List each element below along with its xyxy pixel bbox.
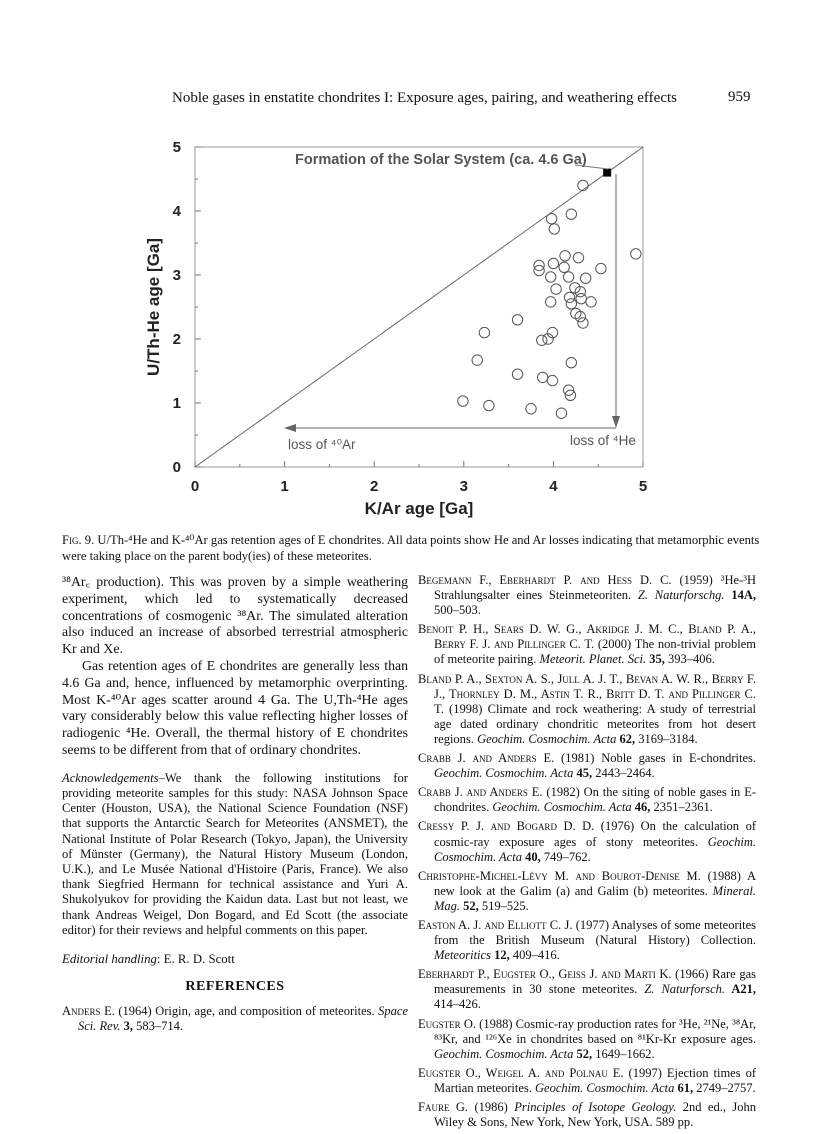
reference-authors: Bland P. A., Sexton A. S., Jull A. J. T., Bevan A. W. R., Berry F. J., Thornley D. M., Astin T. R., Britt D. T. and Pillinger C. T.: [418, 671, 756, 716]
reference-authors: Faure G.: [418, 1100, 469, 1114]
data-point: [551, 284, 561, 294]
reference-text: (1966) Rare gas measurements in 30 stone meteorites.: [434, 967, 756, 997]
reference-journal: Geochim. Cosmochim. Acta: [492, 800, 632, 815]
data-point: [472, 355, 482, 365]
reference-text: (1964) Origin, age, and composition of meteorites.: [114, 1004, 379, 1019]
reference-authors: Cressy P. J. and Bogard D. D.: [418, 819, 595, 834]
reference-journal: Geochim. Cosmochim. Acta: [535, 1080, 675, 1095]
reference-text: (1959) ³He-³H Strahlungsalter eines Steinmeteoriten.: [434, 573, 756, 603]
reference-entry: [418, 1066, 756, 1096]
loss-ar-label: loss of ⁴⁰Ar: [288, 437, 356, 452]
y-tick-label: 0: [172, 459, 181, 476]
figure-caption: [62, 532, 762, 564]
data-point: [512, 315, 522, 325]
reference-entry: [418, 819, 756, 864]
reference-entry: [418, 1017, 756, 1062]
reference-pages: 1649–1662.: [592, 1046, 655, 1061]
y-tick-label: 5: [172, 139, 181, 156]
data-point: [546, 297, 556, 307]
reference-entry: [418, 967, 756, 1012]
editorial-value: : E. R. D. Scott: [156, 951, 235, 966]
reference-journal: Geochim. Cosmochim. Acta: [434, 1046, 574, 1061]
x-tick-label: 0: [190, 478, 200, 495]
x-axis-label: K/Ar age [Ga]: [364, 499, 474, 518]
reference-journal: Z. Naturforschg.: [637, 588, 725, 603]
reference-volume: 46,: [631, 800, 651, 815]
reference-journal: Meteoritics: [434, 948, 491, 963]
reference-text: (1988) A new look at the Galim (a) and Galim (b) meteorites.: [434, 868, 757, 898]
reference-pages: 393–406.: [664, 652, 715, 667]
data-point: [559, 262, 569, 272]
data-point: [560, 251, 570, 261]
reference-authors: Christophe-Michel-Lévy M. and Bourot-Denise M.: [418, 868, 701, 883]
data-point: [578, 180, 588, 190]
reference-pages: 414–426.: [434, 997, 481, 1012]
running-title: Noble gases in enstatite chondrites I: Exposure ages, pairing, and weathering effects: [172, 90, 677, 106]
reference-entry: [418, 672, 756, 747]
reference-text: (1988) Cosmic-ray production rates for ³He, ²¹Ne, ³⁸Ar, ⁸³Kr, and ¹²⁶Xe in chondrites based on ⁸¹Kr-Kr exposure ages.: [434, 1016, 756, 1046]
reference-volume: 14A,: [724, 588, 756, 603]
loss-he-label: loss of ⁴He: [570, 433, 636, 448]
data-point: [549, 224, 559, 234]
editorial-label: Editorial handling: [62, 951, 157, 966]
data-point: [556, 408, 566, 418]
reference-journal: Geochim. Cosmochim. Acta: [434, 766, 574, 781]
reference-pages: 3169–3184.: [635, 731, 698, 746]
x-tick-label: 4: [549, 478, 558, 495]
caption-text: U/Th-⁴He and K-⁴⁰Ar gas retention ages of E chondrites. All data points show He and Ar losses indicating that metamorphic events were taking place on the parent body(ies) of these meteorites.: [62, 533, 760, 563]
page-number: 959: [728, 89, 751, 105]
he-loss-arrowhead: [612, 416, 620, 428]
reference-authors: Benoit P. H., Sears D. W. G., Akridge J. M. C., Bland P. A., Berry F. J. and Pillinger C. T.: [418, 622, 756, 652]
reference-entry: [418, 918, 756, 963]
reference-authors: Eberhardt P., Eugster O., Geiss J. and Marti K.: [418, 967, 672, 982]
reference-journal: Meteorit. Planet. Sci.: [539, 652, 647, 667]
x-tick-label: 2: [370, 478, 379, 495]
reference-text: (1998) Climate and rock weathering: A study of terrestrial age dated ordinary chondritic meteorites from hot desert regions.: [434, 701, 756, 746]
reference-volume: 35,: [646, 652, 665, 667]
reference-journal: Z. Naturforsch.: [644, 982, 725, 997]
reference-authors: Eugster O.: [418, 1016, 476, 1031]
body-paragraph: Gas retention ages of E chondrites are generally less than 4.6 Ga and, hence, influenced by metamorphic overprinting. Most K-⁴⁰Ar ages scatter around 4 Ga. The U,Th-⁴He ages vary considerably below this value reflecting higher losses of radiogenic ⁴He. Overall, the thermal history of E chondrites seems to be different from that of ordinary chondrites.: [62, 657, 408, 757]
reference-journal: Mineral. Mag.: [434, 883, 756, 913]
reference-volume: A21,: [725, 982, 756, 997]
reference-pages: 2749–2757.: [693, 1080, 756, 1095]
editorial-handling: [62, 951, 408, 968]
reference-journal: Principles of Isotope Geology.: [514, 1100, 677, 1114]
acknowledgements-text: –We thank the following institutions for providing meteorite samples for this study: NASA Johnson Space Center (Houston, USA), the National Science Foundation (NSF) that supports the Antarctic Search for Meteorites (ANSMET), the National Institute of Polar Research (Tokyo, Japan), the University of Münster (Germany), the Natural History Museum (London, U.K.), and Le Musée National d'Histoire (Paris, France). We also thank Siegfried Hermann for technical assistance and Yuri A. Shukolyukov for providing the Kaidun data. Last but not least, we thank Andreas Weigel, Don Bogard, and Ed Scott (the associate editor) for their reviews and helpful comments on this paper.: [62, 770, 408, 937]
reference-pages: 2351–2361.: [650, 800, 713, 815]
left-column: [62, 574, 408, 1038]
data-point: [548, 258, 558, 268]
reference-text: (1976) On the calculation of cosmic-ray exposure ages of stony meteorites.: [434, 819, 756, 849]
reference-volume: 3,: [120, 1019, 133, 1034]
reference-entry: [418, 751, 756, 781]
data-point: [546, 213, 556, 223]
formation-annotation: Formation of the Solar System (ca. 4.6 Ga): [295, 152, 587, 168]
data-point: [576, 293, 586, 303]
reference-volume: 45,: [573, 766, 593, 781]
reference-list: [418, 573, 756, 1134]
reference-text: (1997) Ejection times of Martian meteorites.: [434, 1065, 756, 1095]
data-point: [526, 404, 536, 414]
data-point: [566, 357, 576, 367]
data-point: [580, 273, 590, 283]
caption-label: Fig. 9.: [62, 533, 95, 547]
figure-9-scatter-plot: [144, 130, 670, 530]
reference-entry: [62, 1004, 408, 1034]
reference-journal: Geochim. Cosmochim. Acta: [434, 834, 756, 864]
y-tick-label: 4: [172, 203, 181, 220]
reference-journal: Geochim. Cosmochim. Acta: [477, 731, 617, 746]
data-point: [484, 400, 494, 410]
y-tick-label: 2: [172, 331, 181, 348]
reference-text: (2000) The non-trivial problem of meteorite pairing.: [434, 637, 756, 667]
data-point: [573, 253, 583, 263]
reference-volume: 12,: [490, 948, 510, 963]
formation-marker: [603, 169, 611, 177]
reference-pages: 583–714.: [132, 1019, 183, 1034]
reference-volume: 62,: [616, 731, 636, 746]
data-point: [631, 249, 641, 259]
reference-text: (1986): [468, 1100, 515, 1114]
reference-authors: Anders E.: [62, 1004, 115, 1019]
data-point: [566, 299, 576, 309]
data-point: [512, 369, 522, 379]
reference-entry: [418, 1100, 756, 1130]
reference-pages: 409–416.: [509, 948, 560, 963]
reference-entry: [418, 869, 756, 914]
reference-text: (1981) Noble gases in E-chondrites.: [554, 751, 757, 766]
data-point: [537, 372, 547, 382]
y-tick-label: 3: [172, 267, 181, 284]
reference-authors: Begemann F., Eberhardt P. and Hess D. C.: [418, 573, 672, 587]
data-point: [596, 263, 606, 273]
data-point: [586, 297, 596, 307]
reference-pages: 519–525.: [478, 898, 529, 913]
reference-authors: Crabb J. and Anders E.: [418, 785, 543, 800]
reference-text: (1982) On the siting of noble gases in E-chondrites.: [434, 785, 756, 815]
body-paragraph: ³⁸Ar꜀ production). This was proven by a simple weathering experiment, which led to systematically decreased concentrations of cosmogenic ³⁸Ar. The simulated alteration also induced an increase of absorbed terrestrial atmospheric Kr and Xe.: [62, 574, 408, 657]
reference-pages: 749–762.: [540, 849, 591, 864]
reference-entry: [418, 573, 756, 618]
reference-journal: Space Sci. Rev.: [78, 1004, 409, 1034]
reference-entry: [418, 622, 756, 667]
y-tick-label: 1: [172, 395, 181, 412]
reference-authors: Easton A. J. and Elliott C. J.: [418, 917, 573, 932]
data-point: [578, 318, 588, 328]
data-point: [458, 396, 468, 406]
x-tick-label: 3: [459, 478, 468, 495]
reference-volume: 40,: [521, 849, 541, 864]
x-tick-label: 5: [638, 478, 648, 495]
x-tick-label: 1: [280, 478, 289, 495]
reference-pages: 2443–2464.: [592, 766, 655, 781]
data-points: [458, 180, 641, 418]
y-axis-label: U/Th-He age [Ga]: [144, 238, 163, 376]
reference-authors: Crabb J. and Anders E.: [418, 751, 555, 766]
reference-text: (1977) Analyses of some meteorites from the British Museum (Natural History) Collection.: [434, 917, 757, 948]
data-point: [563, 272, 573, 282]
reference-volume: 61,: [674, 1080, 694, 1095]
reference-entry: [418, 785, 756, 815]
data-point: [479, 327, 489, 337]
acknowledgements-label: Acknowledgements: [62, 770, 159, 785]
reference-volume: 52,: [460, 898, 479, 913]
data-point: [564, 292, 574, 302]
reference-authors: Eugster O., Weigel A. and Polnau E.: [418, 1065, 624, 1080]
reference-pages: 500–503.: [434, 603, 481, 618]
reference-pages: 2nd ed., John Wiley & Sons, New York, New York, USA. 589 pp.: [434, 1100, 756, 1130]
ar-loss-arrowhead: [284, 424, 296, 432]
reference-volume: 52,: [573, 1046, 593, 1061]
references-heading: REFERENCES: [185, 979, 285, 995]
acknowledgements: [62, 771, 408, 938]
data-point: [566, 209, 576, 219]
data-point: [546, 272, 556, 282]
data-point: [537, 335, 547, 345]
data-point: [547, 375, 557, 385]
